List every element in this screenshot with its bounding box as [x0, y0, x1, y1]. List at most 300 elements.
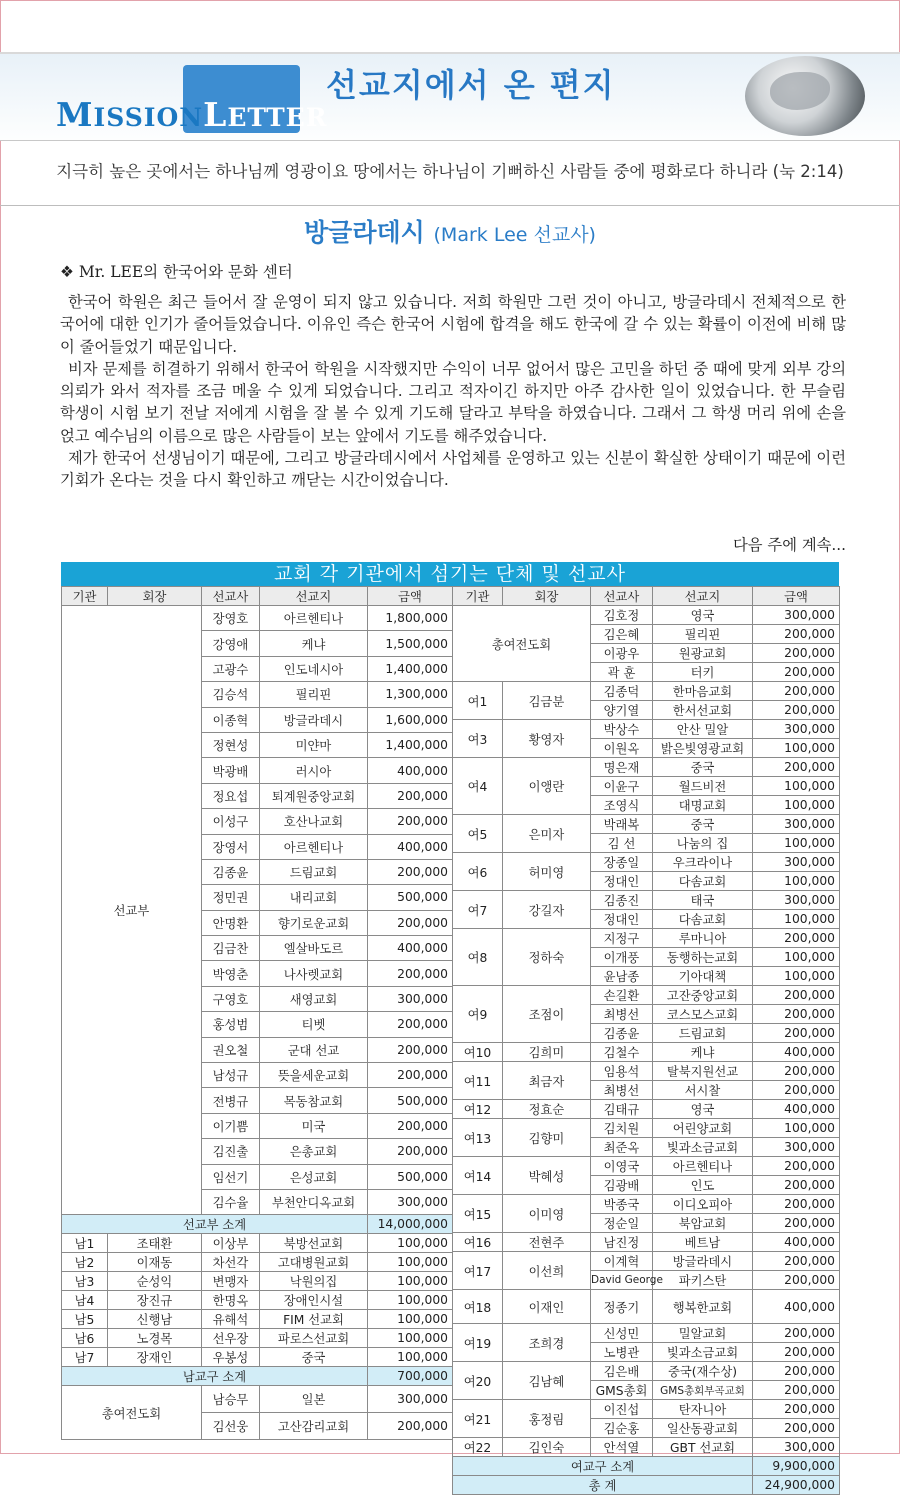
group-name: 선교부	[62, 606, 202, 1215]
mission-field-cell: 우크라이나	[653, 853, 753, 872]
total-label: 총 계	[453, 1476, 753, 1495]
cell: 우봉성	[202, 1348, 260, 1367]
missionary-cell: 명은재	[591, 758, 653, 777]
missionary-cell: 손길환	[591, 986, 653, 1005]
mission-field-cell: 코스모스교회	[653, 1005, 753, 1024]
mission-field-cell: 북암교회	[653, 1214, 753, 1233]
cell: 순성익	[108, 1272, 202, 1291]
group-name: 총여전도회	[62, 1386, 202, 1440]
amount-cell: 300,000	[753, 606, 840, 625]
cell: 장진규	[108, 1291, 202, 1310]
total-row	[453, 1476, 840, 1495]
org-cell: 여1	[453, 682, 503, 720]
mission-field-cell: 루마니아	[653, 929, 753, 948]
mission-field-cell: 미얀마	[260, 732, 368, 757]
amount-cell: 200,000	[753, 625, 840, 644]
missionary-cell: 지정구	[591, 929, 653, 948]
amount-cell: 400,000	[753, 1100, 840, 1119]
logo-etter: ETTER	[227, 103, 328, 132]
amount-cell: 100,000	[753, 948, 840, 967]
cell: 남5	[62, 1310, 108, 1329]
mission-field-cell: 어린양교회	[653, 1119, 753, 1138]
table-row	[453, 1324, 840, 1343]
missionary-cell: 정요섭	[202, 783, 260, 808]
cell: 차선각	[202, 1253, 260, 1272]
cell: 낙원의집	[260, 1272, 368, 1291]
mission-field-cell: 탄자니아	[653, 1400, 753, 1419]
missionary-cell: 이영국	[591, 1157, 653, 1176]
amount-cell: 200,000	[368, 809, 453, 834]
org-cell: 여13	[453, 1119, 503, 1157]
missionary-cell: 김종윤	[591, 1024, 653, 1043]
subtotal-label: 남교구 소계	[62, 1367, 368, 1386]
missionary-cell: 박영춘	[202, 961, 260, 986]
missionary-cell: 김금찬	[202, 936, 260, 961]
missionary-cell: 전병규	[202, 1088, 260, 1113]
missionary-cell: 정대인	[591, 872, 653, 891]
cell: 남4	[62, 1291, 108, 1310]
org-cell: 여19	[453, 1324, 503, 1362]
missionary-cell: 남성규	[202, 1063, 260, 1088]
missionary-cell: 김은배	[591, 1362, 653, 1381]
leader-cell: 강길자	[503, 891, 591, 929]
amount-cell: 200,000	[753, 929, 840, 948]
missionary-cell: 최병선	[591, 1081, 653, 1100]
column-header: 기관	[62, 587, 108, 606]
cell: 남3	[62, 1272, 108, 1291]
table-row	[453, 758, 840, 777]
amount-cell: 400,000	[368, 758, 453, 783]
amount-cell: 200,000	[753, 1081, 840, 1100]
mission-field-cell: 다솜교회	[653, 910, 753, 929]
table-row	[62, 1329, 453, 1348]
mission-field-cell: 은성교회	[260, 1164, 368, 1189]
amount-cell: 1,400,000	[368, 656, 453, 681]
missionary-cell: 구영호	[202, 986, 260, 1011]
missionary-cell: 임용석	[591, 1062, 653, 1081]
missionary-cell: 김승석	[202, 682, 260, 707]
leader-cell: 김금분	[503, 682, 591, 720]
table-title: 교회 각 기관에서 섬기는 단체 및 선교사	[61, 562, 839, 586]
missionary-cell: 조영식	[591, 796, 653, 815]
mission-field-cell: 이디오피아	[653, 1195, 753, 1214]
org-cell: 여17	[453, 1252, 503, 1290]
table-row	[453, 891, 840, 910]
mission-field-cell: 밝은빛영광교회	[653, 739, 753, 758]
missionary-cell: 김종윤	[202, 859, 260, 884]
missionary-cell: 장영서	[202, 834, 260, 859]
leader-cell: 황영자	[503, 720, 591, 758]
missionary-cell: 김철수	[591, 1043, 653, 1062]
column-header: 선교사	[202, 587, 260, 606]
mission-field-cell: 행복한교회	[653, 1290, 753, 1324]
org-cell: 여14	[453, 1157, 503, 1195]
amount-cell: 500,000	[368, 1164, 453, 1189]
cell: 100,000	[368, 1253, 453, 1272]
missionary-cell: 안명환	[202, 910, 260, 935]
mission-field-cell: 베트남	[653, 1233, 753, 1252]
cell: 남1	[62, 1234, 108, 1253]
mission-field-cell: 필리핀	[653, 625, 753, 644]
mission-field-cell: 빛과소금교회	[653, 1343, 753, 1362]
amount-cell: 200,000	[753, 1062, 840, 1081]
mission-field-cell: 드림교회	[260, 859, 368, 884]
leader-cell: 이앵란	[503, 758, 591, 815]
missionary-cell: 김종진	[591, 891, 653, 910]
table-row	[453, 720, 840, 739]
table-row	[453, 1290, 840, 1324]
article-subheading: ❖ Mr. LEE의 한국어와 문화 센터	[60, 263, 293, 281]
amount-cell: 200,000	[368, 910, 453, 935]
amount-cell: 400,000	[368, 936, 453, 961]
cell: 장애인시설	[260, 1291, 368, 1310]
amount-cell: 200,000	[753, 1419, 840, 1438]
leader-cell: 김인숙	[503, 1438, 591, 1457]
org-cell: 여15	[453, 1195, 503, 1233]
column-header: 회장	[503, 587, 591, 606]
missionary-cell: 김수율	[202, 1189, 260, 1214]
org-cell: 여12	[453, 1100, 503, 1119]
missionary-cell: 이기쁨	[202, 1113, 260, 1138]
mission-field-cell: 새영교회	[260, 986, 368, 1011]
mission-field-cell: 케냐	[653, 1043, 753, 1062]
missionary-cell: 이진섭	[591, 1400, 653, 1419]
cell: 남7	[62, 1348, 108, 1367]
missionary-cell: 양기열	[591, 701, 653, 720]
amount-cell: 200,000	[368, 1063, 453, 1088]
amount-cell: 200,000	[753, 1324, 840, 1343]
mission-field-cell: 인도네시아	[260, 656, 368, 681]
paragraph-1: 한국어 학원은 최근 들어서 잘 운영이 되지 않고 있습니다. 저희 학원만 그런 것이 아니고, 방글라데시 전체적으로 한국어에 대한 인기가 줄어들었습니다. 이유인 즉슨 한국어 시험에 합격을 해도 한국에 갈 수 있는 확률이 이전에 비해 많이 줄어들었기 때문입니다.	[60, 293, 846, 356]
amount-cell: 300,000	[753, 891, 840, 910]
mission-field-cell: 필리핀	[260, 682, 368, 707]
amount-cell: 200,000	[753, 1381, 840, 1400]
missionary-cell: 김종덕	[591, 682, 653, 701]
leader-cell: 이선희	[503, 1252, 591, 1290]
missionary-cell: 최병선	[591, 1005, 653, 1024]
mission-field-cell: 고잔중앙교회	[653, 986, 753, 1005]
amount-cell: 200,000	[368, 859, 453, 884]
logo-l: L	[203, 95, 228, 134]
column-header: 금액	[368, 587, 453, 606]
table-row	[62, 1386, 453, 1413]
table-row	[62, 1348, 453, 1367]
missionary-cell: 임선기	[202, 1164, 260, 1189]
org-cell: 여18	[453, 1290, 503, 1324]
amount-cell: 200,000	[753, 1362, 840, 1381]
subtotal-row	[62, 1215, 453, 1234]
cell: 북방선교회	[260, 1234, 368, 1253]
column-header: 금액	[753, 587, 840, 606]
amount-cell: 200,000	[753, 644, 840, 663]
mission-field-cell: 나눔의 집	[653, 834, 753, 853]
amount-cell: 200,000	[753, 701, 840, 720]
missionary-cell: 안석열	[591, 1438, 653, 1457]
missionary-cell: 이광우	[591, 644, 653, 663]
amount-cell: 500,000	[368, 885, 453, 910]
mission-field-cell: 아르헨티나	[653, 1157, 753, 1176]
missionary-cell: 윤남종	[591, 967, 653, 986]
missionary-cell: 박래복	[591, 815, 653, 834]
org-cell: 여3	[453, 720, 503, 758]
amount-cell: 200,000	[368, 1413, 453, 1440]
mission-field-cell: 내리교회	[260, 885, 368, 910]
leader-cell: 은미자	[503, 815, 591, 853]
amount-cell: 100,000	[753, 910, 840, 929]
leader-cell: 이재인	[503, 1290, 591, 1324]
missionary-cell: GMS총회	[591, 1381, 653, 1400]
cell: 변맹자	[202, 1272, 260, 1291]
cell: 신행남	[108, 1310, 202, 1329]
cell: 100,000	[368, 1291, 453, 1310]
table-row	[453, 853, 840, 872]
leader-cell: 조점이	[503, 986, 591, 1043]
missionary-cell: 박광배	[202, 758, 260, 783]
mission-field-cell: 아르헨티나	[260, 834, 368, 859]
amount-cell: 200,000	[753, 1343, 840, 1362]
missionary-cell: 김 선	[591, 834, 653, 853]
missionary-cell: 강영애	[202, 631, 260, 656]
org-cell: 여22	[453, 1438, 503, 1457]
column-header: 선교사	[591, 587, 653, 606]
mission-field-cell: 은총교회	[260, 1139, 368, 1164]
amount-cell: 100,000	[753, 967, 840, 986]
org-cell: 여8	[453, 929, 503, 986]
missionary-cell: 이윤구	[591, 777, 653, 796]
amount-cell: 300,000	[368, 1386, 453, 1413]
leader-cell: 조희경	[503, 1324, 591, 1362]
amount-cell: 200,000	[753, 1195, 840, 1214]
org-cell: 여5	[453, 815, 503, 853]
table-row	[453, 606, 840, 625]
cell: 100,000	[368, 1234, 453, 1253]
amount-cell: 200,000	[753, 1214, 840, 1233]
leader-cell: 이미영	[503, 1195, 591, 1233]
logo-ission: ISSION	[93, 103, 204, 132]
amount-cell: 100,000	[753, 777, 840, 796]
table-row	[453, 929, 840, 948]
table-row	[62, 1234, 453, 1253]
logo-m: M	[56, 95, 94, 134]
cell: 100,000	[368, 1272, 453, 1291]
mission-field-cell: 인도	[653, 1176, 753, 1195]
table-row	[62, 1310, 453, 1329]
cell: 100,000	[368, 1329, 453, 1348]
paragraph-2: 비자 문제를 히결하기 위해서 한국어 학원을 시작했지만 수익이 너무 없어서 많은 고민을 하던 중 때에 맞게 외부 강의 의뢰가 와서 적자를 조금 메울 수 있게 되었습니다. 그리고 적자이긴 하지만 아주 감사한 일이 있었습니다. 한 무슬림 학생이 시험 보기 전날 저에게 시험을 잘 볼 수 있게 기도해 달라고 부탁을 하였습니다. 그래서 그 학생 머리 위에 손을 얹고 예수님의 이름으로 많은 사람들이 보는 앞에서 기도를 해주었습니다.	[60, 359, 846, 445]
leader-cell: 김희미	[503, 1043, 591, 1062]
column-header: 선교지	[260, 587, 368, 606]
column-header: 기관	[453, 587, 503, 606]
cell: 선우장	[202, 1329, 260, 1348]
table-row	[453, 1362, 840, 1381]
country-name: 방글라데시	[304, 218, 425, 247]
amount-cell: 200,000	[368, 1012, 453, 1037]
missionary-cell: 최준옥	[591, 1138, 653, 1157]
org-cell: 여16	[453, 1233, 503, 1252]
mission-field-cell: 중국(재수상)	[653, 1362, 753, 1381]
continued-note: 다음 주에 계속...	[733, 536, 846, 554]
missionary-name: (Mark Lee 선교사)	[433, 224, 596, 246]
subtotal-row	[453, 1457, 840, 1476]
amount-cell: 1,500,000	[368, 631, 453, 656]
missionary-cell: 김선웅	[202, 1413, 260, 1440]
missionary-cell: 정종기	[591, 1290, 653, 1324]
page-title: 선교지에서 온 편지	[326, 66, 616, 104]
table-row	[62, 1291, 453, 1310]
mission-field-cell: 호산나교회	[260, 809, 368, 834]
mission-field-cell: 밀알교회	[653, 1324, 753, 1343]
org-cell: 여11	[453, 1062, 503, 1100]
amount-cell: 300,000	[753, 1438, 840, 1457]
cell: 100,000	[368, 1310, 453, 1329]
total-amount: 24,900,000	[753, 1476, 840, 1495]
table-row	[453, 1438, 840, 1457]
table-row	[62, 1253, 453, 1272]
missionary-cell: 장종일	[591, 853, 653, 872]
mission-field-cell: 기아대책	[653, 967, 753, 986]
amount-cell: 200,000	[368, 1113, 453, 1138]
mission-field-cell: 파키스탄	[653, 1271, 753, 1290]
amount-cell: 1,400,000	[368, 732, 453, 757]
missionary-cell: 박상수	[591, 720, 653, 739]
amount-cell: 200,000	[368, 783, 453, 808]
amount-cell: 300,000	[368, 986, 453, 1011]
table-row	[453, 1233, 840, 1252]
table-row	[453, 1195, 840, 1214]
table-row	[453, 1043, 840, 1062]
amount-cell: 1,300,000	[368, 682, 453, 707]
mission-field-cell: GMS총회부곡교회	[653, 1381, 753, 1400]
leader-cell: 박혜성	[503, 1157, 591, 1195]
amount-cell: 200,000	[753, 682, 840, 701]
missionary-cell: David George	[591, 1271, 653, 1290]
missionary-cell: 김은혜	[591, 625, 653, 644]
amount-cell: 400,000	[753, 1290, 840, 1324]
amount-cell: 200,000	[368, 961, 453, 986]
missionary-cell: 정순일	[591, 1214, 653, 1233]
table-row	[453, 986, 840, 1005]
table-row	[453, 1252, 840, 1271]
mission-field-cell: 서시찰	[653, 1081, 753, 1100]
missionary-cell: 곽 훈	[591, 663, 653, 682]
missionary-cell: 김진출	[202, 1139, 260, 1164]
header-row	[453, 587, 840, 606]
mission-field-cell: 영국	[653, 1100, 753, 1119]
missionary-cell: 고광수	[202, 656, 260, 681]
amount-cell: 300,000	[368, 1189, 453, 1214]
missionary-cell: 이원옥	[591, 739, 653, 758]
column-header: 회장	[108, 587, 202, 606]
table-row	[453, 1119, 840, 1138]
mission-field-cell: 탈북지원선교	[653, 1062, 753, 1081]
mission-field-cell: 엘살바도르	[260, 936, 368, 961]
cell: 중국	[260, 1348, 368, 1367]
amount-cell: 1,600,000	[368, 707, 453, 732]
amount-cell: 300,000	[753, 720, 840, 739]
mission-field-cell: 퇴계원중앙교회	[260, 783, 368, 808]
missionary-cell: 박종국	[591, 1195, 653, 1214]
table-row	[453, 1400, 840, 1419]
cell: 파로스선교회	[260, 1329, 368, 1348]
mission-field-cell: 동행하는교회	[653, 948, 753, 967]
missionary-cell: 권오철	[202, 1037, 260, 1062]
cell: 이재동	[108, 1253, 202, 1272]
mission-field-cell: 터키	[653, 663, 753, 682]
mission-field-cell: 원광교회	[653, 644, 753, 663]
mission-field-cell: 한마음교회	[653, 682, 753, 701]
cell: FIM 선교회	[260, 1310, 368, 1329]
missionary-cell: 김광배	[591, 1176, 653, 1195]
cell: 조태환	[108, 1234, 202, 1253]
mission-field-cell: 방글라데시	[260, 707, 368, 732]
mission-field-cell: 중국	[653, 758, 753, 777]
mission-field-cell: 다솜교회	[653, 872, 753, 891]
cell: 한명옥	[202, 1291, 260, 1310]
mission-field-cell: 케냐	[260, 631, 368, 656]
cell: 100,000	[368, 1348, 453, 1367]
amount-cell: 300,000	[753, 1138, 840, 1157]
mission-field-cell: 한서선교회	[653, 701, 753, 720]
paragraph-3: 제가 한국어 선생님이기 때문에, 그리고 방글라데시에서 사업체를 운영하고 있는 신분이 확실한 상태이기 때문에 이런 기회가 온다는 것을 다시 확인하고 깨닫는 시간이었습니다.	[60, 449, 846, 490]
amount-cell: 400,000	[753, 1043, 840, 1062]
cell: 이상부	[202, 1234, 260, 1253]
leader-cell: 최금자	[503, 1062, 591, 1100]
missionary-cell: 장영호	[202, 606, 260, 631]
amount-cell: 200,000	[753, 1005, 840, 1024]
missionary-cell: 김순홍	[591, 1419, 653, 1438]
mission-field-cell: 일본	[260, 1386, 368, 1413]
leader-cell: 전현주	[503, 1233, 591, 1252]
missionary-cell: 김치원	[591, 1119, 653, 1138]
amount-cell: 200,000	[753, 1252, 840, 1271]
mission-field-cell: 태국	[653, 891, 753, 910]
missionary-cell: 신성민	[591, 1324, 653, 1343]
org-cell: 여10	[453, 1043, 503, 1062]
amount-cell: 200,000	[753, 1157, 840, 1176]
mission-field-cell: 아르헨티나	[260, 606, 368, 631]
table-row	[62, 1272, 453, 1291]
cell: 노경목	[108, 1329, 202, 1348]
table-row	[453, 1100, 840, 1119]
amount-cell: 100,000	[753, 796, 840, 815]
amount-cell: 200,000	[753, 1271, 840, 1290]
table-row	[453, 1157, 840, 1176]
leader-cell: 김향미	[503, 1119, 591, 1157]
mission-field-cell: 러시아	[260, 758, 368, 783]
table-row	[453, 682, 840, 701]
amount-cell: 100,000	[753, 834, 840, 853]
mission-field-cell: GBT 선교회	[653, 1438, 753, 1457]
amount-cell: 300,000	[753, 853, 840, 872]
mission-field-cell: 드림교회	[653, 1024, 753, 1043]
missionary-cell: 정대인	[591, 910, 653, 929]
amount-cell: 200,000	[753, 1176, 840, 1195]
amount-cell: 400,000	[753, 1233, 840, 1252]
org-cell: 여6	[453, 853, 503, 891]
missionary-cell: 정민권	[202, 885, 260, 910]
mission-field-cell: 부천안디옥교회	[260, 1189, 368, 1214]
mission-field-cell: 미국	[260, 1113, 368, 1138]
missionary-cell: 이성구	[202, 809, 260, 834]
org-cell: 여7	[453, 891, 503, 929]
amount-cell: 100,000	[753, 1119, 840, 1138]
amount-cell: 200,000	[753, 1400, 840, 1419]
mission-field-cell: 목동참교회	[260, 1088, 368, 1113]
subtotal-amount: 14,000,000	[368, 1215, 453, 1234]
mission-field-cell: 뜻을세운교회	[260, 1063, 368, 1088]
amount-cell: 200,000	[753, 986, 840, 1005]
missionary-cell: 남승무	[202, 1386, 260, 1413]
